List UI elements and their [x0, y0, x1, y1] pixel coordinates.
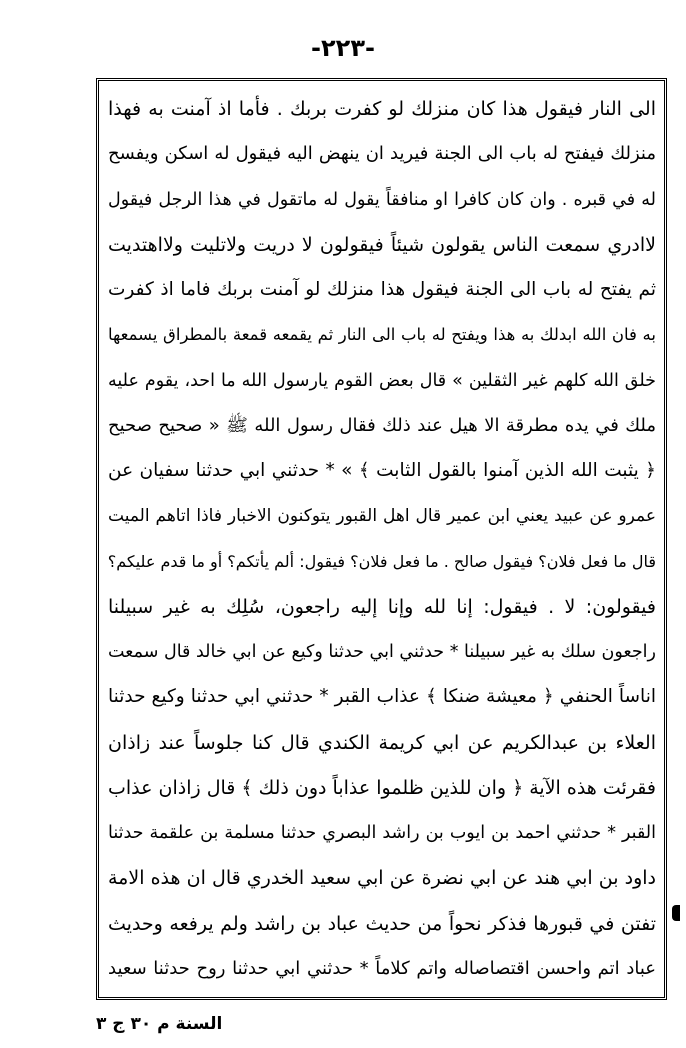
text-body	[108, 90, 656, 988]
text-line: خلق الله كلهم غير الثقلين » قال بعض القوم يارسول الله ما احد، يقوم عليه	[108, 370, 656, 391]
text-line: فقرئت هذه الآية ﴿ وان للذين ظلموا عذاباً دون ذلك ﴾ قال زاذان عذاب	[108, 776, 656, 799]
text-line: له في قبره . وان كان كافرا او منافقاً يقول له ماتقول في هذا الرجل فيقول	[108, 189, 656, 210]
text-line: ملك في يده مطرقة الا هيل عند ذلك فقال رسول الله ﷺ « صحيح صحيح	[108, 414, 656, 436]
text-line: داود بن ابي هند عن ابي نضرة عن ابي سعيد الخدري قال ان هذه الامة	[108, 867, 656, 890]
text-line: فيقولون: لا . فيقول: إنا لله وإنا إليه راجعون، سُلِك به غير سبيلنا	[108, 595, 656, 618]
text-line: لاادري سمعت الناس يقولون شيئاً فيقولون لا دريت ولاتليت ولااهتديت	[108, 233, 656, 256]
text-line: عمرو عن عبيد يعني ابن عمير قال اهل القبور يتوكنون الاخبار فاذا اتاهم الميت	[108, 506, 656, 527]
signature-mark: السنة م ٣٠ ج ٣	[96, 1014, 223, 1034]
text-line: العلاء بن عبدالكريم عن ابي كريمة الكندي قال كنا جلوساً عند زاذان	[108, 731, 656, 754]
text-line: تفتن في قبورها فذكر نحواً من حديث عباد بن راشد ولم يرفعه وحديث	[108, 912, 656, 935]
text-line: منزلك فيفتح له باب الى الجنة فيريد ان ينهض اليه فيقول له اسكن ويفسح	[108, 143, 656, 165]
text-line: عباد اتم واحسن اقتصاصاله واتم كلاماً * حدثني ابي حدثنا روح حدثنا سعيد	[108, 957, 656, 979]
text-line: راجعون سلك به غير سبيلنا * حدثني ابي حدثنا وكيع عن ابي خالد قال سمعت	[108, 642, 656, 662]
text-line: الى النار فيقول هذا كان منزلك لو كفرت بربك . فأما اذ آمنت به فهذا	[108, 98, 656, 120]
text-line: اناساً الحنفي ﴿ معيشة ضنكا ﴾ عذاب القبر * حدثني ابي حدثنا وكيع حدثنا	[108, 686, 656, 708]
text-line: القبر * حدثني احمد بن ايوب بن راشد البصري حدثنا مسلمة بن علقمة حدثنا	[108, 823, 656, 843]
text-line: ﴿ يثبت الله الذين آمنوا بالقول الثابت ﴾ » * حدثني ابي حدثنا سفيان عن	[108, 460, 656, 481]
text-line: به فان الله ابدلك به هذا ويفتح له باب الى النار ثم يقمعه قمعة بالمطراق يسمعها	[108, 325, 656, 345]
margin-ink-mark	[672, 905, 680, 921]
text-line: قال ما فعل فلان؟ فيقول صالح . ما فعل فلان؟ فيقول: ألم يأتكم؟ أو ما قدم عليكم؟	[108, 551, 656, 571]
page-number: -٢٢٣-	[311, 34, 375, 62]
text-line: ثم يفتح له باب الى الجنة فيقول هذا منزلك لو آمنت بربك فاما اذ كفرت	[108, 279, 656, 300]
